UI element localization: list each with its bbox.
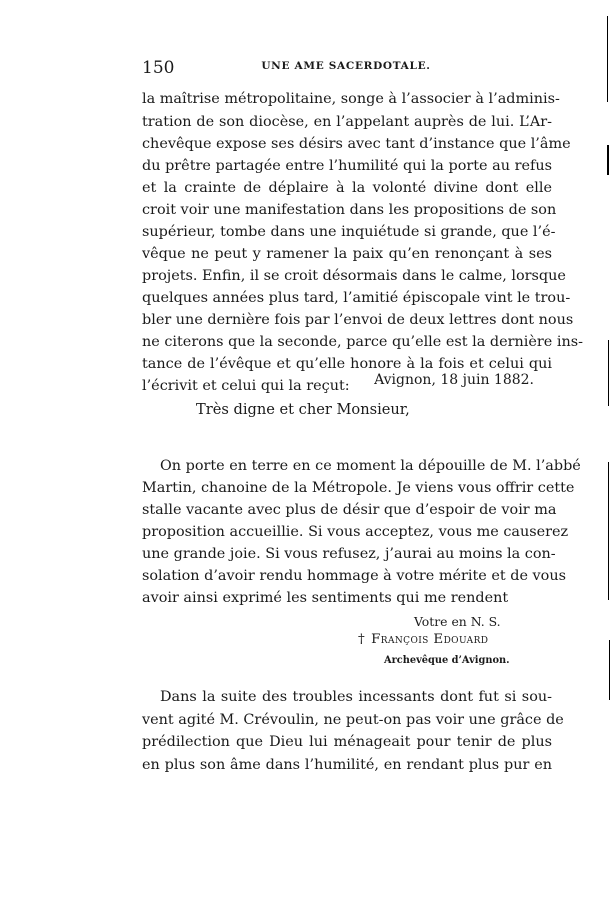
text-line: vêque ne peut y ramener la paix qu’en renonçant à ses <box>142 246 552 262</box>
text-line: bler une dernière fois par l’envoi de deux lettres dont nous <box>142 312 574 328</box>
signature-name: François Edouard <box>371 632 489 647</box>
text-line: et la crainte de déplaire à la volonté divine dont elle <box>142 180 552 196</box>
text-line: Dans la suite des troubles incessants dont fut si sou- <box>160 689 552 705</box>
letter-line: avoir ainsi exprimé les sentiments qui me rendent <box>142 590 509 606</box>
text-line: tration de son diocèse, en l’appelant auprès de lui. L’Ar- <box>142 114 552 130</box>
text-line: quelques années plus tard, l’amitié épiscopale vint le trou- <box>142 290 571 306</box>
scan-edge-line <box>608 340 609 406</box>
text-line: projets. Enfin, il se croit désormais dans le calme, lorsque <box>142 268 566 284</box>
text-line: vent agité M. Crévoulin, ne peut-on pas voir une grâce de <box>142 712 564 728</box>
dagger-symbol: † <box>358 632 366 647</box>
text-line: tance de l’évêque et qu’elle honore à la fois et celui qui <box>142 356 552 372</box>
signer-title: Archevêque d’Avignon. <box>384 655 510 666</box>
letter-signature <box>358 632 488 647</box>
page-header <box>142 58 550 80</box>
text-line: prédilection que Dieu lui ménageait pour tenir de plus <box>142 734 552 750</box>
page-number: 150 <box>142 58 175 78</box>
letter-line: proposition accueillie. Si vous acceptez, vous me causerez <box>142 524 569 540</box>
letter-line: une grande joie. Si vous refusez, j’aurai au moins la con- <box>142 546 556 562</box>
letter-date: Avignon, 18 juin 1882. <box>374 372 534 388</box>
text-line: chevêque expose ses désirs avec tant d’instance que l’âme <box>142 136 571 152</box>
text-line: la maîtrise métropolitaine, songe à l’associer à l’adminis- <box>142 91 560 107</box>
letter-closing: Votre en N. S. <box>414 614 501 629</box>
letter-line: solation d’avoir rendu hommage à votre mérite et de vous <box>142 568 567 584</box>
scan-edge-line <box>607 145 609 175</box>
letter-line: On porte en terre en ce moment la dépouille de M. l’abbé <box>160 458 581 474</box>
scan-edge-line <box>607 16 608 102</box>
letter-line: Martin, chanoine de la Métropole. Je viens vous offrir cette <box>142 480 575 496</box>
scan-edge-line <box>609 640 610 700</box>
text-line: en plus son âme dans l’humilité, en rendant plus pur en <box>142 757 552 773</box>
text-line: l’écrivit et celui qui la reçut: <box>142 378 350 394</box>
running-title: UNE AME SACERDOTALE. <box>261 60 431 72</box>
scan-edge-line <box>608 462 609 600</box>
text-line: croit voir une manifestation dans les propositions de son <box>142 202 557 218</box>
letter-line: stalle vacante avec plus de désir que d’espoir de voir ma <box>142 502 557 518</box>
text-line: du prêtre partagée entre l’humilité qui la porte au refus <box>142 158 552 174</box>
text-line: supérieur, tombe dans une inquiétude si grande, que l’é- <box>142 224 556 240</box>
letter-salutation: Très digne et cher Monsieur, <box>196 401 410 418</box>
text-line: ne citerons que la seconde, parce qu’elle est la dernière ins- <box>142 334 583 350</box>
